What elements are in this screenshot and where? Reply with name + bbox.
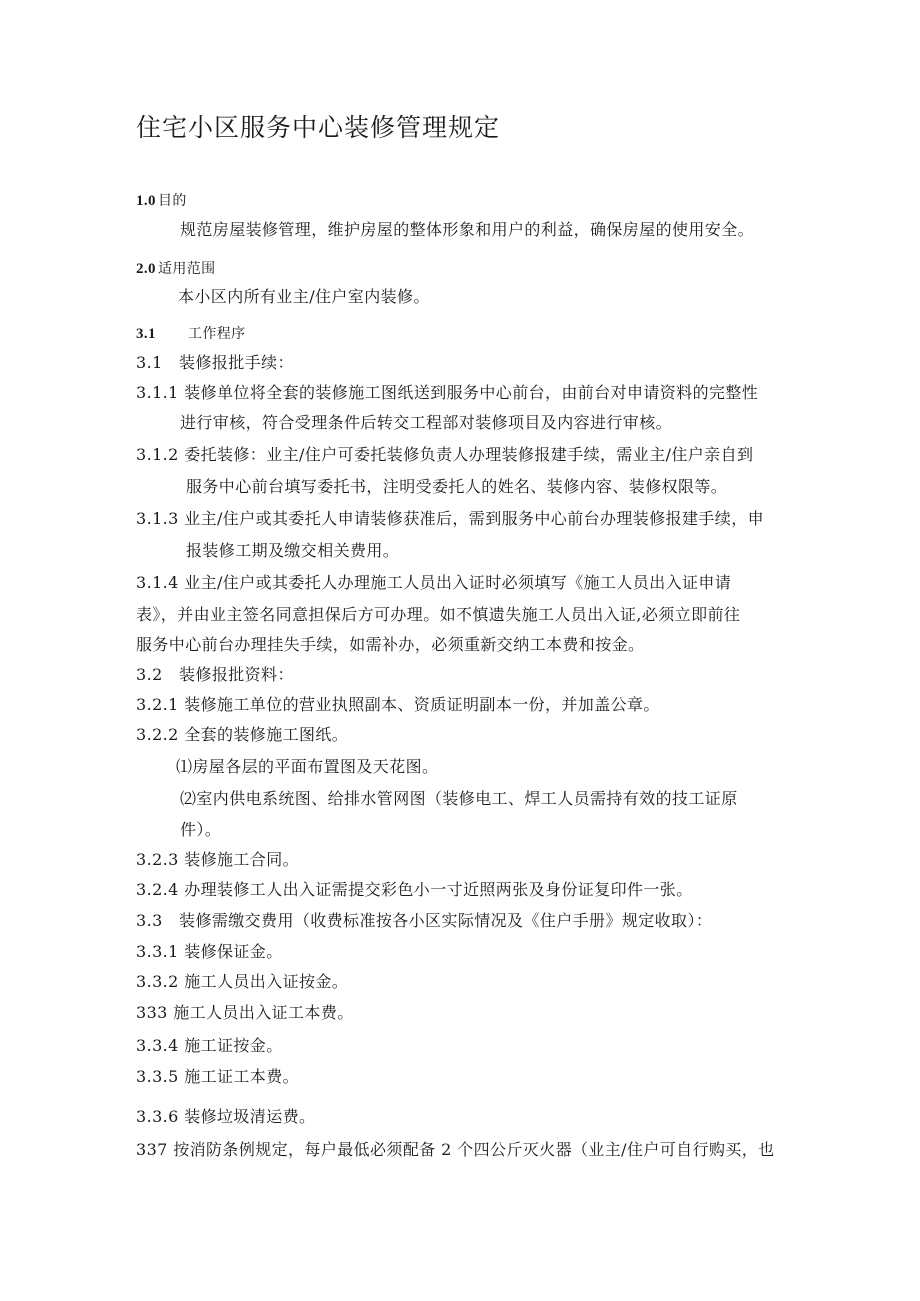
paragraph-3-2-3: 3.2.3 装修施工合同。 bbox=[136, 850, 299, 869]
section-number: 1.0 bbox=[136, 193, 156, 209]
paragraph-3-1: 3.1 装修报批手续： bbox=[136, 353, 294, 372]
section-heading-purpose bbox=[136, 190, 187, 212]
paragraph-3-3-5: 3.3.5 施工证工本费。 bbox=[136, 1067, 299, 1086]
paragraph-3-1-3-line2: 报装修工期及缴交相关费用。 bbox=[186, 541, 400, 560]
paragraph-3-2-1: 3.2.1 装修施工单位的营业执照副本、资质证明副本一份，并加盖公章。 bbox=[136, 695, 660, 714]
paragraph-scope: 本小区内所有业主/住户室内装修。 bbox=[178, 287, 430, 306]
paragraph-3-3-1: 3.3.1 装修保证金。 bbox=[136, 942, 283, 961]
paragraph-purpose: 规范房屋装修管理，维护房屋的整体形象和用户的利益，确保房屋的使用安全。 bbox=[180, 220, 755, 239]
page-title: 住宅小区服务中心装修管理规定 bbox=[136, 113, 501, 142]
list-item-3-2-2-1: ⑴房屋各层的平面布置图及天花图。 bbox=[176, 757, 439, 776]
paragraph-3-1-3-line1: 3.1.3 业主/住户或其委托人申请装修获准后，需到服务中心前台办理装修报建手续，申 bbox=[136, 509, 764, 528]
paragraph-3-3: 3.3 装修需缴交费用（收费标准按各小区实际情况及《住户手册》规定收取）： bbox=[136, 911, 713, 930]
paragraph-3-3-7: 337 按消防条例规定，每户最低必须配备 2 个四公斤灭火器（业主/住户可自行购买，也 bbox=[136, 1140, 775, 1159]
paragraph-3-1-2-line1: 3.1.2 委托装修：业主/住户可委托装修负责人办理装修报建手续，需业主/住户亲自到 bbox=[136, 445, 754, 464]
section-heading-procedure bbox=[136, 323, 246, 345]
section-label: 工作程序 bbox=[187, 326, 246, 342]
section-heading-scope bbox=[136, 258, 216, 280]
section-number: 2.0 bbox=[136, 261, 156, 277]
paragraph-3-3-4: 3.3.4 施工证按金。 bbox=[136, 1036, 283, 1055]
paragraph-3-1-4-line3: 服务中心前台办理挂失手续，如需补办，必须重新交纳工本费和按金。 bbox=[136, 635, 645, 654]
paragraph-3-1-2-line2: 服务中心前台填写委托书，注明受委托人的姓名、装修内容、装修权限等。 bbox=[186, 477, 728, 496]
paragraph-3-3-3: 333 施工人员出入证工本费。 bbox=[136, 1003, 354, 1022]
paragraph-3-1-1-line1: 3.1.1 装修单位将全套的装修施工图纸送到服务中心前台，由前台对申请资料的完整性 bbox=[136, 383, 759, 402]
section-label: 适用范围 bbox=[157, 261, 216, 277]
section-number: 3.1 bbox=[136, 326, 156, 342]
list-item-3-2-2-2-line2: 件）。 bbox=[180, 820, 222, 839]
paragraph-3-1-1-line2: 进行审核，符合受理条件后转交工程部对装修项目及内容进行审核。 bbox=[180, 413, 673, 432]
paragraph-3-1-4-line1: 3.1.4 业主/住户或其委托人办理施工人员出入证时必须填写《施工人员出入证申请 bbox=[136, 573, 732, 592]
list-item-3-2-2-2-line1: ⑵室内供电系统图、给排水管网图（装修电工、焊工人员需持有效的技工证原 bbox=[180, 789, 738, 808]
paragraph-3-1-4-line2: 表》，并由业主签名同意担保后方可办理。如不慎遗失施工人员出入证,必须立即前往 bbox=[136, 605, 741, 624]
paragraph-3-3-6: 3.3.6 装修垃圾清运费。 bbox=[136, 1107, 316, 1126]
paragraph-3-3-2: 3.3.2 施工人员出入证按金。 bbox=[136, 972, 349, 991]
paragraph-3-2-4: 3.2.4 办理装修工人出入证需提交彩色小一寸近照两张及身份证复印件一张。 bbox=[136, 880, 693, 899]
paragraph-3-2-2: 3.2.2 全套的装修施工图纸。 bbox=[136, 725, 349, 744]
section-label: 目的 bbox=[157, 193, 187, 209]
paragraph-3-2: 3.2 装修报批资料： bbox=[136, 665, 294, 684]
